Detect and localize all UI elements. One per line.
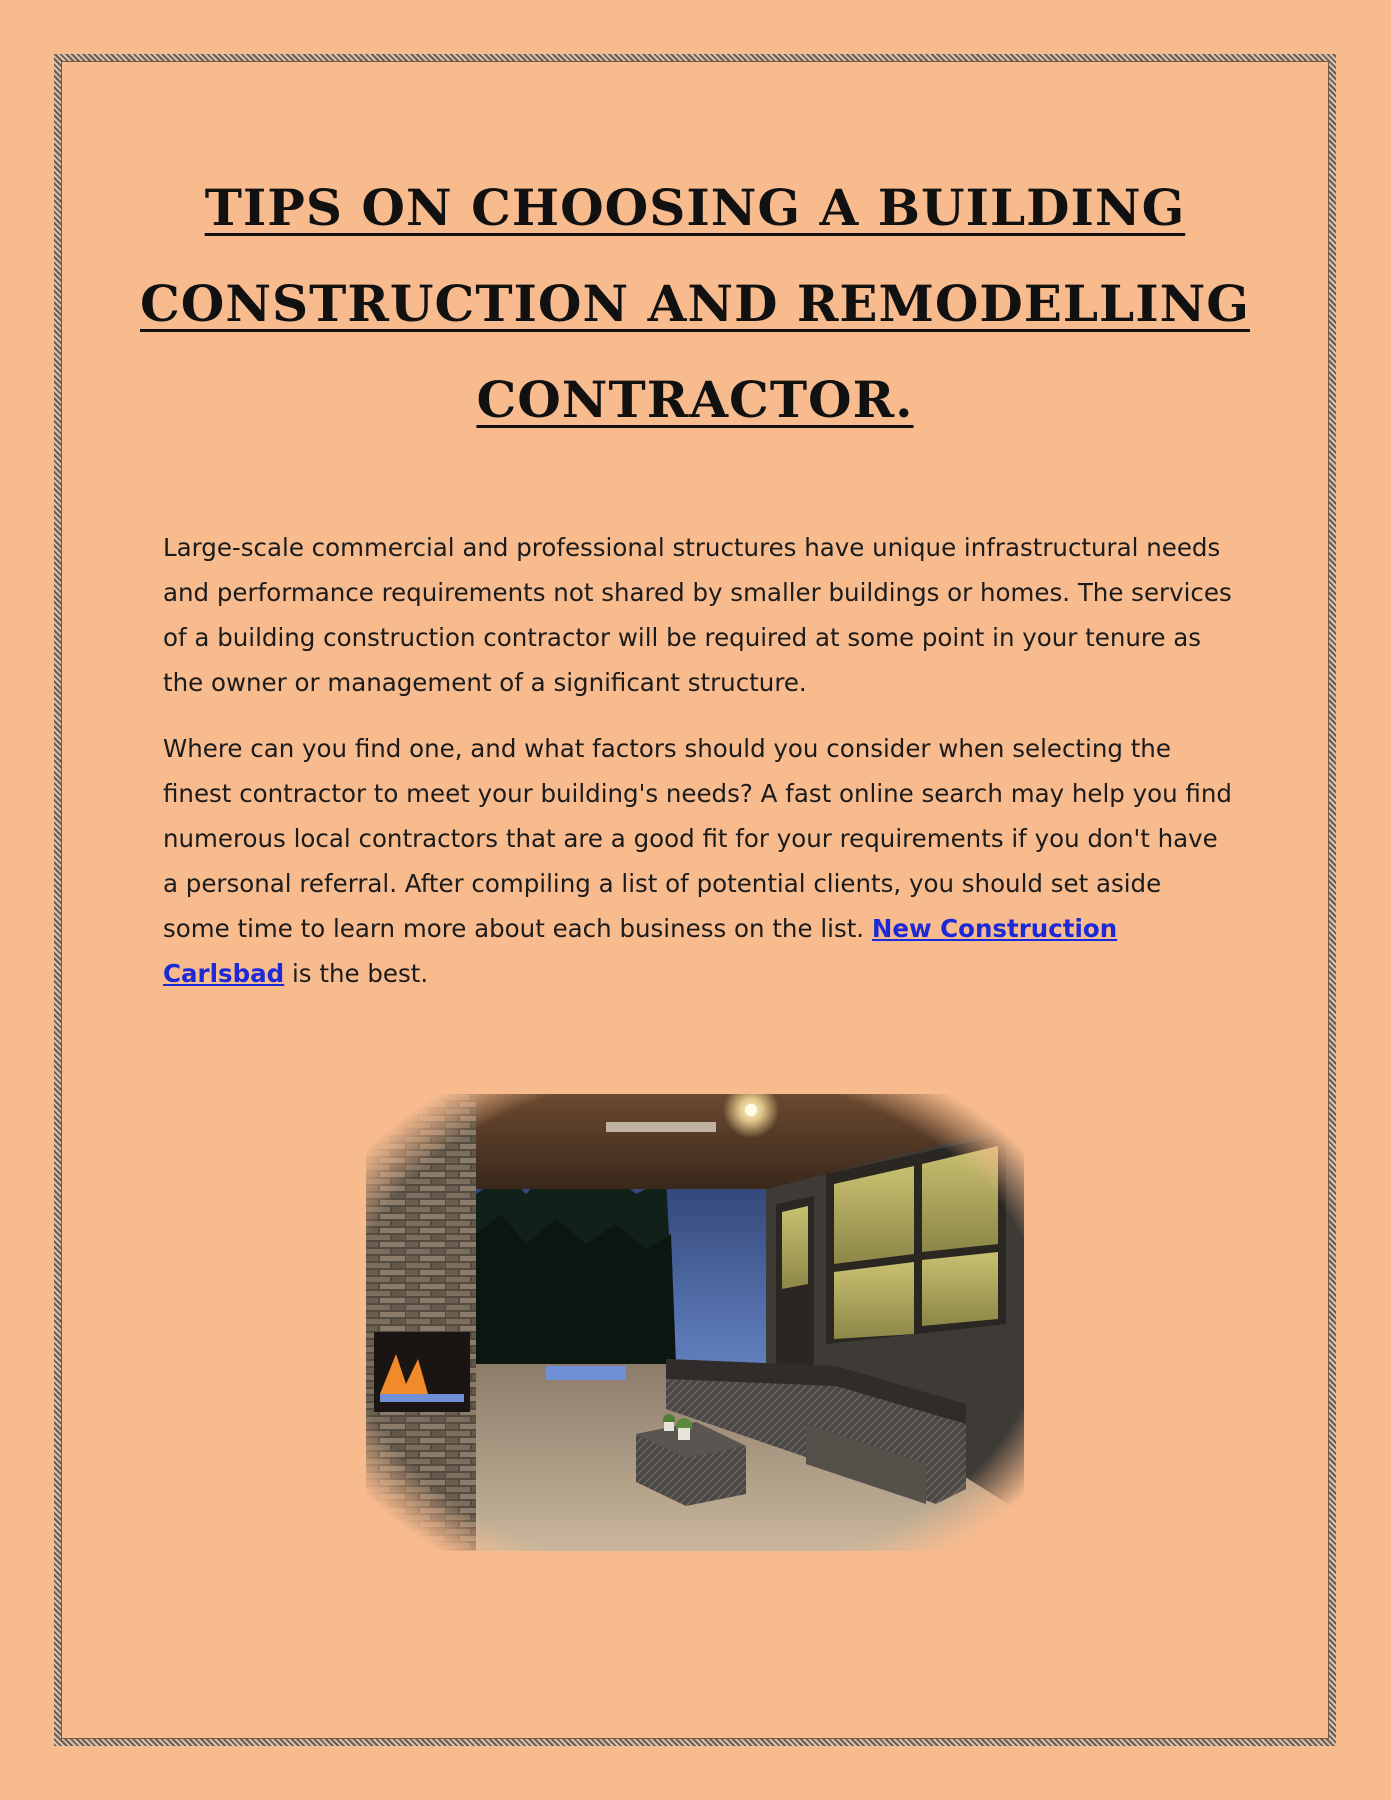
paragraph-search-tail: is the best. — [284, 959, 429, 988]
paragraph-intro: Large-scale commercial and professional structures have unique infrastructural needs and performance requirements not shared by smaller buildings or homes. The services of a building construction contractor will be required at some point in your tenure as the owner or management of a significant structure. — [163, 533, 1232, 697]
document-title: TIPS ON CHOOSING A BUILDING CONSTRUCTION AND REMODELLING CONTRACTOR. — [140, 178, 1250, 429]
patio-photo — [366, 1094, 1024, 1551]
new-construction-carlsbad-link[interactable]: New Construction Carlsbad — [163, 914, 1118, 988]
paragraph-search-text: Where can you find one, and what factors should you consider when selecting the finest contractor to meet your building's needs? A fast online search may help you find numerous local contractors that are a good fit for your requirements if you don't have a personal referral. After compiling a list of potential clients, you should set aside some time to learn more about each business on the list. — [163, 734, 1232, 943]
paragraph-search — [163, 726, 1233, 996]
